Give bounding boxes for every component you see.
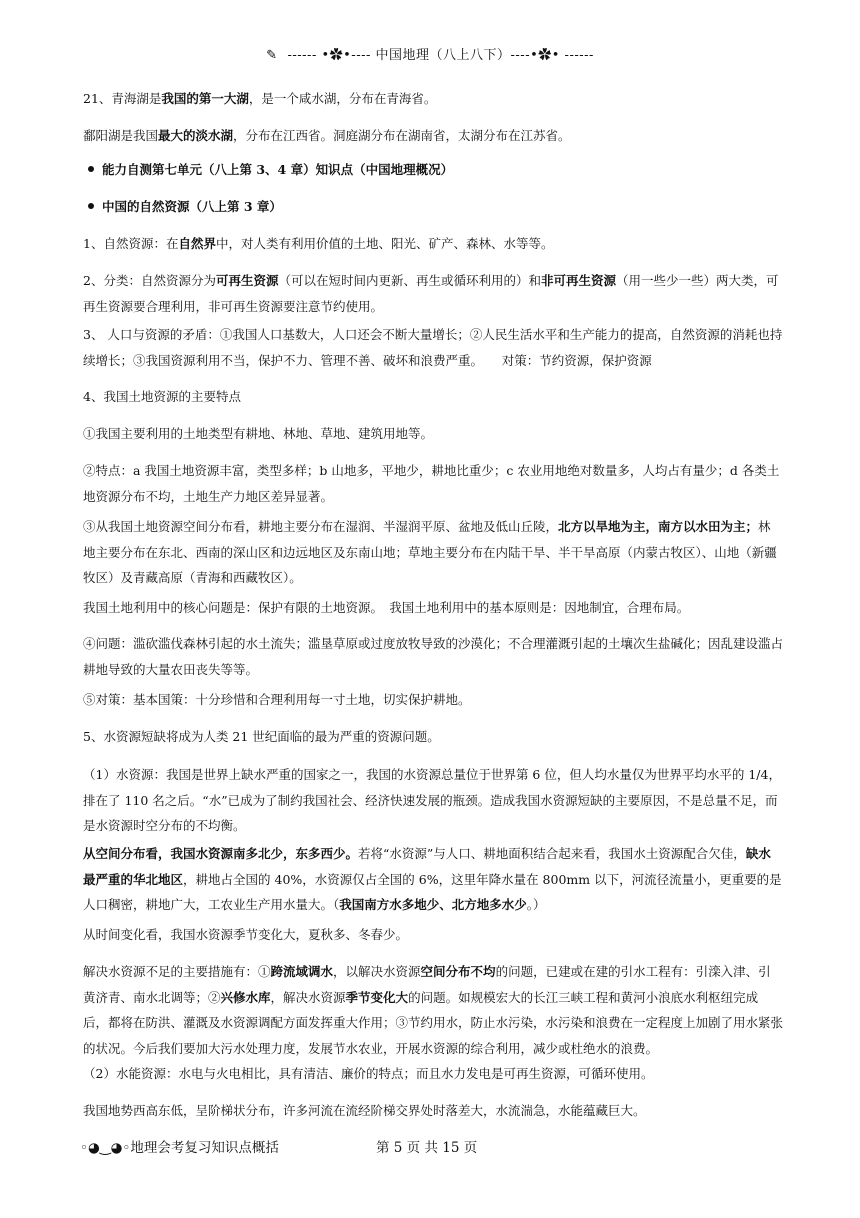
para-land-policy: ⑤对策：基本国策：十分珍惜和合理利用每一寸土地，切实保护耕地。 xyxy=(83,692,471,707)
heading-water-shortage: 5、水资源短缺将成为人类 21 世纪面临的最为严重的资源问题。 xyxy=(83,729,440,744)
header-text: ------ •✿•---- 中国地理（八上八下）----•✿• ------ xyxy=(287,48,594,63)
para-qinghai-lake: 21、青海湖是我国的第一大湖，是一个咸水湖，分布在青海省。 xyxy=(83,91,437,106)
bullet-heading-unit7: 能力自测第七单元（八上第 3、4 章）知识点（中国地理概况） xyxy=(88,160,453,178)
para-classification: 2、分类：自然资源分为可再生资源（可以在短时间内更新、再生或循环利用的）和非可再生资源（用一些少一些）两大类，可再生资源要合理利用，非可再生资源要注意节约使用。 xyxy=(83,273,779,314)
bullet-dot-icon xyxy=(88,166,94,172)
para-population-resources: 3、 人口与资源的矛盾：①我国人口基数大，人口还会不断大量增长；②人民生活水平和生产能力的提高，自然资源的消耗也持续增长；③我国资源利用不当，保护不力、管理不善、破坏和浪费严重。 对策：节约资源，保护资源 xyxy=(83,327,783,368)
heading-land-resources: 4、我国土地资源的主要特点 xyxy=(83,389,241,404)
page-header xyxy=(0,44,860,63)
page-number: 第 5 页 共 15 页 xyxy=(376,1140,478,1156)
para-water-spatial: 从空间分布看，我国水资源南多北少，东多西少。若将“水资源”与人口、耕地面积结合起来看，我国水土资源配合欠佳，缺水最严重的华北地区，耕地占全国的 40%，水资源仅占全国的 6%，这里年降水量在 800mm 以下，河流径流量小，更重要的是人口稠密，耕地广大，工农业生产用水量大。（我国南方水多地少、北方地多水少。） xyxy=(83,846,782,912)
para-land-types: ①我国主要利用的土地类型有耕地、林地、草地、建筑用地等。 xyxy=(83,426,434,441)
para-land-core-issue: 我国土地利用中的核心问题是：保护有限的土地资源。 我国土地利用中的基本原则是：因地制宜，合理布局。 xyxy=(83,600,690,615)
para-land-features: ②特点：a 我国土地资源丰富，类型多样；b 山地多，平地少，耕地比重少；c 农业用地绝对数量多，人均占有量少；d 各类土地资源分布不均，土地生产力地区差异显著。 xyxy=(83,463,780,504)
para-water-solutions: 解决水资源不足的主要措施有：①跨流域调水，以解决水资源空间分布不均的问题，已建或在建的引水工程有：引滦入津、引黄济青、南水北调等；②兴修水库，解决水资源季节变化大的问题。如规模宏大的长江三峡工程和黄河小浪底水利枢纽完成后，都将在防洪、灌溉及水资源调配方面发挥重大作用；③节约用水，防止水污染，水污染和浪费在一定程度上加剧了用水紧张的状况。今后我们要加大污水处理力度，发展节水农业，开展水资源的综合利用，减少或杜绝水的浪费。 xyxy=(83,964,784,1056)
para-land-problems: ④问题：滥砍滥伐森林引起的水土流失；滥垦草原或过度放牧导致的沙漠化；不合理灌溉引起的土壤次生盐碱化；因乱建设滥占耕地导致的大量农田丧失等等。 xyxy=(83,636,784,677)
para-terrain-hydropower: 我国地势西高东低，呈阶梯状分布，许多河流在流经阶梯交界处时落差大，水流湍急，水能蕴藏巨大。 xyxy=(83,1103,646,1118)
footer-title: ◦◕‿◕◦地理会考复习知识点概括 xyxy=(80,1140,279,1156)
para-water-resources: （1）水资源：我国是世界上缺水严重的国家之一，我国的水资源总量位于世界第 6 位，但人均水量仅为世界平均水平的 1/4，排在了 110 名之后。“水”已成为了制约我国社会、经济快速发展的瓶颈。造成我国水资源短缺的主要原因，不是总量不足，而是水资源时空分布的不均衡。 xyxy=(83,767,781,833)
para-poyang-lake: 鄱阳湖是我国最大的淡水湖，分布在江西省。洞庭湖分布在湖南省，太湖分布在江苏省。 xyxy=(83,128,571,143)
bullet-heading-natural-resources: 中国的自然资源（八上第 3 章） xyxy=(88,197,282,215)
para-land-distribution: ③从我国土地资源空间分布看，耕地主要分布在湿润、半湿润平原、盆地及低山丘陵，北方以旱地为主，南方以水田为主；林地主要分布在东北、西南的深山区和边远地区及东南山地；草地主要分布在内陆干旱、半干旱高原（内蒙古牧区）、山地（新疆牧区）及青藏高原（青海和西藏牧区）。 xyxy=(83,519,777,585)
pencil-icon: ✎ xyxy=(266,48,278,63)
bullet-dot-icon xyxy=(88,203,94,209)
para-hydropower: （2）水能资源：水电与火电相比，具有清洁、廉价的特点；而且水力发电是可再生资源，可循环使用。 xyxy=(83,1066,654,1081)
para-water-temporal: 从时间变化看，我国水资源季节变化大，夏秋多、冬春少。 xyxy=(83,927,409,942)
para-natural-resources: 1、自然资源：在自然界中，对人类有利用价值的土地、阳光、矿产、森林、水等等。 xyxy=(83,236,554,251)
